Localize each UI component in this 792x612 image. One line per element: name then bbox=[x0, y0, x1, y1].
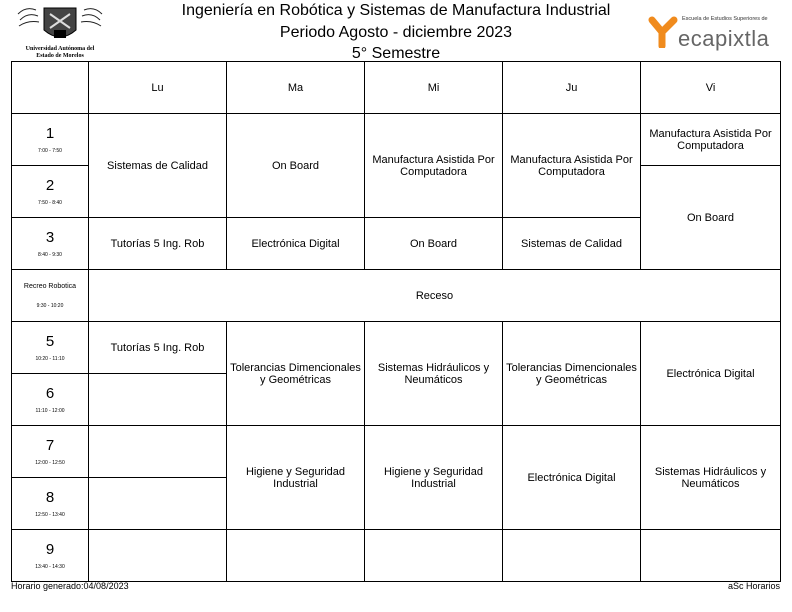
day-header-mi: Mi bbox=[365, 62, 503, 114]
day-header-ju: Ju bbox=[503, 62, 641, 114]
uaem-name: Universidad Autónoma del Estado de Morelos bbox=[25, 46, 95, 59]
period-label: 2 7:50 - 8:40 bbox=[12, 166, 89, 218]
ecapixtla-logo bbox=[648, 12, 778, 50]
class-cell: Electrónica Digital bbox=[641, 322, 781, 426]
day-header-row bbox=[12, 62, 781, 114]
timetable-title: Ingeniería en Robótica y Sistemas de Manufactura Industrial bbox=[181, 2, 611, 19]
class-cell: Tutorías 5 Ing. Rob bbox=[89, 218, 227, 270]
ecapixtla-mark-icon bbox=[648, 14, 682, 48]
period-label: 1 7:00 - 7:50 bbox=[12, 114, 89, 166]
ecapixtla-school-label: Escuela de Estudios Superiores de bbox=[682, 16, 768, 22]
day-header-ma: Ma bbox=[227, 62, 365, 114]
period-row-5 bbox=[12, 322, 781, 374]
empty-cell bbox=[89, 478, 227, 530]
uaem-crest-icon bbox=[14, 4, 106, 46]
class-cell: Tolerancias Dimencionales y Geométricas bbox=[503, 322, 641, 426]
empty-cell bbox=[227, 530, 365, 582]
class-cell: Sistemas de Calidad bbox=[89, 114, 227, 218]
class-cell: Manufactura Asistida Por Computadora bbox=[503, 114, 641, 218]
period-label: Recreo Robotica 9:30 - 10:20 bbox=[12, 270, 89, 322]
timetable-grid bbox=[11, 61, 781, 582]
software-credit: aSc Horarios bbox=[727, 581, 780, 591]
class-cell: Sistemas Hidráulicos y Neumáticos bbox=[641, 426, 781, 530]
corner-cell bbox=[12, 62, 89, 114]
empty-cell bbox=[365, 530, 503, 582]
class-cell: On Board bbox=[227, 114, 365, 218]
uaem-logo bbox=[14, 4, 106, 60]
period-label: 3 8:40 - 9:30 bbox=[12, 218, 89, 270]
class-cell: Tutorías 5 Ing. Rob bbox=[89, 322, 227, 374]
period-label: 9 13:40 - 14:30 bbox=[12, 530, 89, 582]
period-row-7 bbox=[12, 426, 781, 478]
day-header-lu: Lu bbox=[89, 62, 227, 114]
class-cell: Higiene y Seguridad Industrial bbox=[227, 426, 365, 530]
empty-cell bbox=[89, 374, 227, 426]
period-label: 6 11:10 - 12:00 bbox=[12, 374, 89, 426]
class-cell: Tolerancias Dimencionales y Geométricas bbox=[227, 322, 365, 426]
recess-row bbox=[12, 270, 781, 322]
class-cell: Electrónica Digital bbox=[227, 218, 365, 270]
period-row-9 bbox=[12, 530, 781, 582]
day-header-vi: Vi bbox=[641, 62, 781, 114]
class-cell: Sistemas de Calidad bbox=[503, 218, 641, 270]
recess-cell: Receso bbox=[89, 270, 781, 322]
period-label: 8 12:50 - 13:40 bbox=[12, 478, 89, 530]
class-cell: Manufactura Asistida Por Computadora bbox=[365, 114, 503, 218]
class-cell: Sistemas Hidráulicos y Neumáticos bbox=[365, 322, 503, 426]
class-cell: On Board bbox=[365, 218, 503, 270]
generated-date: Horario generado:04/08/2023 bbox=[11, 581, 129, 591]
class-cell: On Board bbox=[641, 166, 781, 270]
period-title: Periodo Agosto - diciembre 2023 bbox=[279, 24, 513, 41]
class-cell: Electrónica Digital bbox=[503, 426, 641, 530]
class-cell: Higiene y Seguridad Industrial bbox=[365, 426, 503, 530]
empty-cell bbox=[503, 530, 641, 582]
period-label: 5 10:20 - 11:10 bbox=[12, 322, 89, 374]
ecapixtla-wordmark: ecapixtla bbox=[678, 26, 770, 51]
empty-cell bbox=[89, 530, 227, 582]
period-label: 7 12:00 - 12:50 bbox=[12, 426, 89, 478]
period-row-1 bbox=[12, 114, 781, 166]
empty-cell bbox=[89, 426, 227, 478]
empty-cell bbox=[641, 530, 781, 582]
class-cell: Manufactura Asistida Por Computadora bbox=[641, 114, 781, 166]
semester-title: 5° Semestre bbox=[351, 45, 441, 62]
